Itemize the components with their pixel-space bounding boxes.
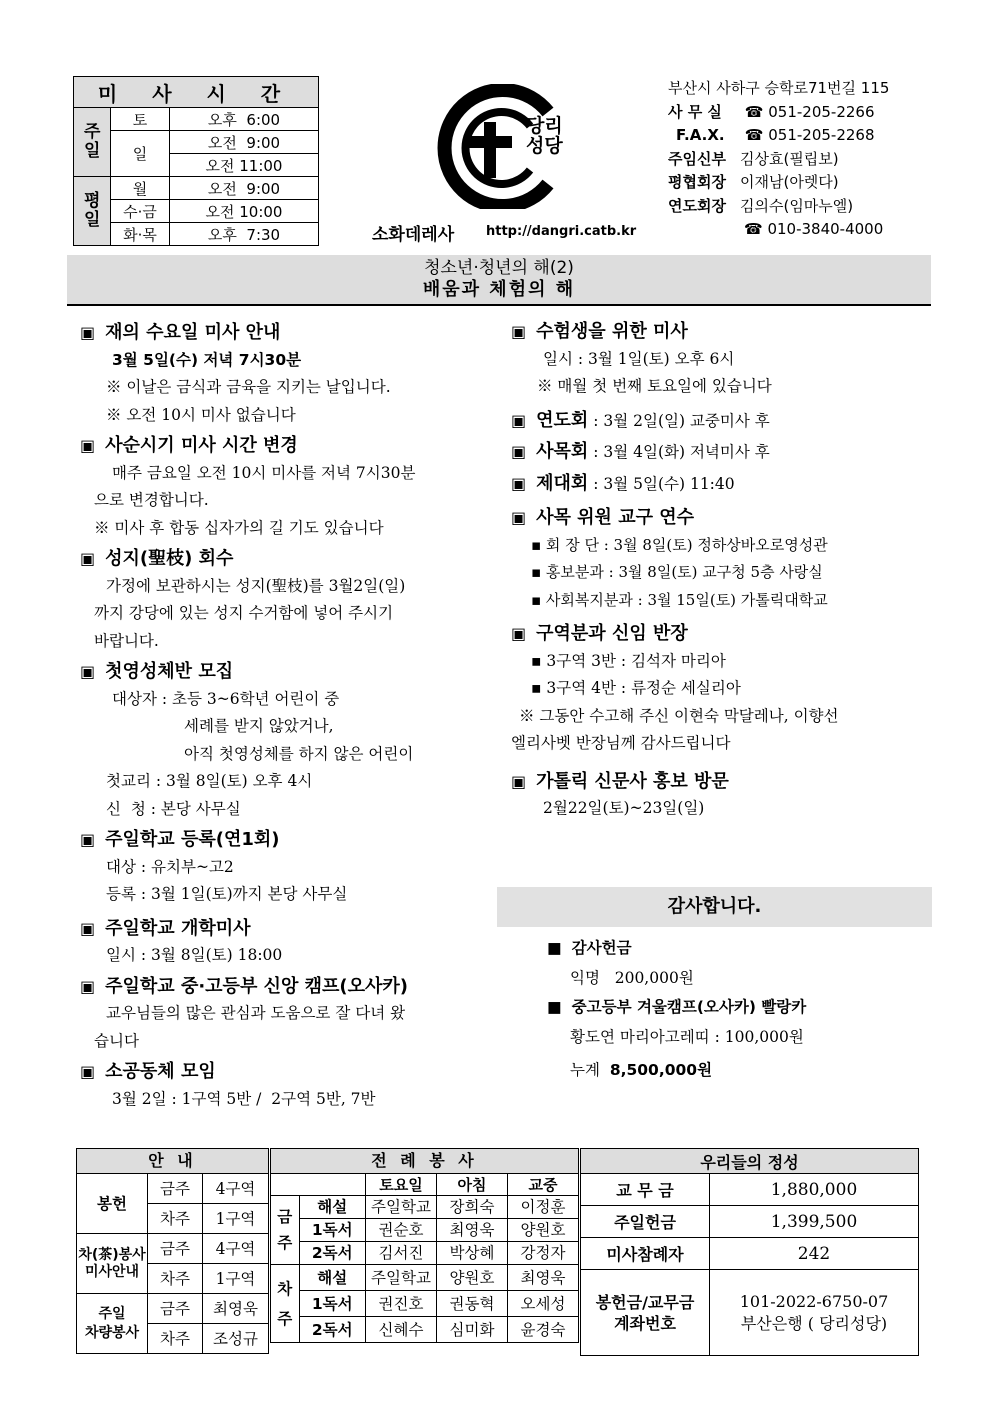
thanks-item: 중고등부 겨울캠프(오사카) 빨랑카 [571, 998, 807, 1016]
guide-group: 차(茶)봉사 미사안내 [77, 1234, 148, 1294]
guide-week: 금주 [148, 1174, 203, 1204]
guide-value: 4구역 [203, 1234, 269, 1264]
total-label: 누계 [570, 1061, 600, 1079]
text-line: 3월 2일 : 1구역 5반 / 2구역 5반, 7반 [112, 1089, 376, 1108]
guide-group: 봉헌 [77, 1174, 148, 1234]
section-heading: ▣ 성지(聖枝) 회수 [80, 548, 234, 569]
mass-time: 오전 9:00 [170, 131, 319, 154]
sunday-label: 주일 [74, 108, 111, 177]
logo-name-2: 성당 [526, 135, 563, 157]
pastor-name: 김상효(필립보) [740, 149, 839, 168]
thanks-title: 감사합니다. [497, 887, 932, 927]
text-line: ▪ 회 장 단 : 3월 8일(토) 정하상바오로영성관 [531, 535, 828, 554]
section-heading: ▣ 사목 위원 교구 연수 [511, 507, 695, 528]
liturgy-col: 아침 [437, 1174, 508, 1196]
bank-name: 부산은행 ( 당리성당) [740, 1313, 888, 1333]
account-info [710, 1270, 919, 1356]
liturgy-cell: 권진호 [366, 1291, 437, 1317]
guide-value: 4구역 [203, 1174, 269, 1204]
liturgy-cell: 김서진 [366, 1242, 437, 1265]
thanks-list [547, 934, 927, 1086]
offering-value: 1,880,000 [710, 1174, 919, 1206]
account-label: 봉헌금/교무금 계좌번호 [581, 1270, 710, 1356]
mass-time: 오후 6:00 [170, 108, 319, 131]
text-line: 세례를 받지 않았거나, [184, 717, 334, 735]
text-line: 일시 : 3월 1일(토) 오후 6시 [543, 349, 735, 368]
guide-value: 최영욱 [203, 1294, 269, 1324]
liturgy-cell: 주일학교 [366, 1265, 437, 1291]
liturgy-cell: 장희숙 [437, 1196, 508, 1219]
section-heading: ▣ 재의 수요일 미사 안내 [80, 322, 281, 343]
guide-week: 금주 [148, 1234, 203, 1264]
liturgy-role: 1독서 [299, 1291, 366, 1317]
banner-line-2: 배움과 체험의 해 [422, 279, 576, 300]
text-line: 습니다 [94, 1031, 139, 1050]
black-square-icon: ■ [547, 998, 562, 1016]
section-heading: ▣ 가톨릭 신문사 홍보 방문 [511, 770, 729, 792]
mass-time: 오전 11:00 [170, 154, 319, 177]
address: 부산시 사하구 승학로71번길 115 [668, 79, 890, 97]
guide-title: 안 내 [77, 1149, 269, 1174]
guide-week: 차주 [148, 1204, 203, 1234]
text-line: 엘리사벳 반장님께 감사드립니다 [511, 734, 731, 752]
right-column [511, 315, 931, 823]
legion-name: 김의수(임마누엘) [740, 196, 854, 215]
liturgy-cell: 최영욱 [437, 1219, 508, 1242]
square-bullet-icon: ▣ [511, 442, 527, 461]
section-heading: ▣ 사목회 : 3월 4일(화) 저녁미사 후 [511, 441, 770, 462]
square-bullet-icon: ▣ [511, 410, 527, 430]
offering-label: 교 무 금 [581, 1174, 710, 1206]
liturgy-cell: 양원호 [437, 1265, 508, 1291]
guide-table [76, 1148, 269, 1354]
thanks-detail: 익명 200,000원 [570, 968, 694, 987]
section-heading: ▣ 소공동체 모임 [80, 1061, 216, 1082]
guide-group: 주일 차량봉사 [77, 1294, 148, 1354]
liturgy-cell: 최영욱 [508, 1265, 579, 1291]
guide-value: 조성규 [203, 1324, 269, 1354]
liturgy-role: 해설 [299, 1265, 366, 1291]
mass-time: 오전 10:00 [170, 200, 319, 223]
square-bullet-icon: ▣ [511, 624, 527, 643]
mass-time: 오후 7:30 [170, 223, 319, 246]
text-line: 교우님들의 많은 관심과 도움으로 잘 다녀 왔 [106, 1004, 406, 1022]
square-bullet-icon: ▣ [511, 771, 527, 791]
liturgy-cell: 윤경숙 [508, 1317, 579, 1343]
mass-day: 월 [111, 177, 170, 200]
pastor-label: 주임신부 [668, 149, 726, 168]
liturgy-col: 교중 [508, 1174, 579, 1196]
square-bullet-icon: ▣ [80, 976, 96, 996]
text-line: ▪ 3구역 3반 : 김석자 마리아 [531, 651, 726, 670]
liturgy-role: 2독서 [299, 1242, 366, 1265]
guide-value: 1구역 [203, 1204, 269, 1234]
logo-name-1: 당리 [526, 115, 563, 137]
text-line: 바랍니다. [94, 631, 159, 650]
liturgy-week: 금 주 [271, 1196, 300, 1265]
text-line: 아직 첫영성체를 하지 않은 어린이 [184, 744, 414, 763]
offering-label: 주일헌금 [581, 1206, 710, 1238]
text-line: 신 청 : 본당 사무실 [106, 799, 241, 818]
text-line: 등록 : 3월 1일(토)까지 본당 사무실 [106, 885, 348, 903]
section-heading: ▣ 제대회 : 3월 5일(수) 11:40 [511, 472, 735, 494]
text-line: ※ 미사 후 합동 십자가의 길 기도 있습니다 [94, 518, 384, 537]
text-line: 첫교리 : 3월 8일(토) 오후 4시 [106, 772, 313, 790]
text-line: 대상자 : 초등 3~6학년 어린이 중 [112, 689, 340, 708]
section-heading: ▣ 사순시기 미사 시간 변경 [80, 435, 298, 456]
liturgy-cell: 주일학교 [366, 1196, 437, 1219]
liturgy-title: 전 례 봉 사 [271, 1149, 579, 1174]
liturgy-cell: 권동혁 [437, 1291, 508, 1317]
liturgy-cell: 강정자 [508, 1242, 579, 1265]
text-line: 까지 강당에 있는 성지 수거함에 넣어 주시기 [94, 604, 394, 622]
guide-value: 1구역 [203, 1264, 269, 1294]
offering-value: 242 [710, 1238, 919, 1270]
council-label: 평협회장 [668, 173, 726, 191]
banner-line-1: 청소년·청년의 해(2) [424, 258, 574, 278]
guide-week: 차주 [148, 1324, 203, 1354]
square-bullet-icon: ▣ [511, 473, 527, 493]
text-line: ※ 이날은 금식과 금육을 지키는 날입니다. [106, 378, 391, 396]
text-line: ※ 그동안 수고해 주신 이현숙 막달레나, 이향선 [519, 706, 839, 725]
office-phone: ☎ 051-205-2266 [744, 102, 875, 121]
square-bullet-icon: ▣ [80, 1062, 96, 1081]
liturgy-role: 2독서 [299, 1317, 366, 1343]
liturgy-cell: 심미화 [437, 1317, 508, 1343]
offering-value: 1,399,500 [710, 1206, 919, 1238]
text-line: ▪ 홍보분과 : 3월 8일(토) 교구청 5층 사랑실 [531, 563, 823, 581]
parish-url[interactable]: http://dangri.catb.kr [486, 224, 637, 239]
text-line: 대상 : 유치부~고2 [106, 857, 234, 876]
council-name: 이재남(아렛다) [740, 173, 839, 191]
section-heading: ▣ 주일학교 중·고등부 신앙 캠프(오사카) [80, 975, 409, 997]
mass-day: 화·목 [111, 223, 170, 246]
guide-week: 금주 [148, 1294, 203, 1324]
section-heading: ▣ 수험생을 위한 미사 [511, 321, 688, 342]
square-bullet-icon: ▣ [80, 830, 96, 849]
liturgy-cell: 신혜수 [366, 1317, 437, 1343]
black-square-icon: ■ [547, 939, 562, 957]
offering-table [580, 1148, 919, 1356]
weekday-label: 평일 [74, 177, 111, 246]
account-number: 101-2022-6750-07 [739, 1291, 889, 1311]
liturgy-table [270, 1148, 579, 1343]
section-heading: ▣ 구역분과 신임 반장 [511, 623, 688, 644]
section-heading: ▣ 주일학교 개학미사 [80, 917, 251, 939]
parish-logo [430, 84, 570, 209]
liturgy-col: 토요일 [366, 1174, 437, 1196]
patron-name: 소화데레사 [372, 225, 455, 245]
liturgy-cell: 박상혜 [437, 1242, 508, 1265]
square-bullet-icon: ▣ [80, 918, 96, 938]
total-value: 8,500,000원 [609, 1061, 713, 1079]
liturgy-cell: 오세성 [508, 1291, 579, 1317]
liturgy-cell: 이정훈 [508, 1196, 579, 1219]
mass-time: 오전 9:00 [170, 177, 319, 200]
thanks-item: 감사헌금 [571, 939, 632, 957]
text-line: 가정에 보관하시는 성지(聖枝)를 3월2일(일) [106, 576, 406, 595]
liturgy-role: 1독서 [299, 1219, 366, 1242]
text-line: ▪ 사회복지분과 : 3월 15일(토) 가톨릭대학교 [531, 590, 828, 609]
thanks-detail: 황도연 마리아고레띠 : 100,000원 [570, 1027, 804, 1046]
liturgy-cell: 권순호 [366, 1219, 437, 1242]
liturgy-cell: 양원호 [508, 1219, 579, 1242]
text-line: 3월 5일(수) 저녁 7시30분 [112, 350, 302, 369]
square-bullet-icon: ▣ [511, 322, 527, 341]
mass-day: 토 [111, 108, 170, 131]
text-line: 일시 : 3월 8일(토) 18:00 [106, 946, 283, 964]
mass-day: 수·금 [111, 200, 170, 223]
legion-label: 연도회장 [668, 196, 726, 215]
text-line: 매주 금요일 오전 10시 미사를 저녁 7시30분 [112, 463, 416, 482]
mass-times-table [73, 76, 319, 246]
mass-times-title: 미 사 시 간 [74, 77, 319, 108]
square-bullet-icon: ▣ [80, 549, 96, 568]
fax-label: F.A.X. [676, 126, 725, 144]
square-bullet-icon: ▣ [80, 323, 96, 342]
mass-day: 일 [111, 131, 170, 177]
liturgy-role: 해설 [299, 1196, 366, 1219]
text-line: 2월22일(토)~23일(일) [543, 799, 705, 817]
section-heading: ▣ 주일학교 등록(연1회) [80, 829, 280, 850]
office-label: 사 무 실 [668, 102, 722, 121]
liturgy-week: 차 주 [271, 1265, 300, 1343]
square-bullet-icon: ▣ [80, 662, 96, 681]
text-line: ※ 오전 10시 미사 없습니다 [106, 405, 296, 424]
offering-label: 미사참례자 [581, 1238, 710, 1270]
square-bullet-icon: ▣ [80, 436, 96, 455]
legion-phone: ☎ 010-3840-4000 [744, 220, 884, 238]
text-line: ※ 매월 첫 번째 토요일에 있습니다 [537, 377, 772, 395]
contact-block [668, 77, 938, 242]
text-line: ▪ 3구역 4반 : 류정순 세실리아 [531, 679, 741, 697]
fax-phone: ☎ 051-205-2268 [744, 126, 875, 144]
left-column [80, 316, 490, 1113]
year-theme-banner [67, 255, 931, 306]
square-bullet-icon: ▣ [511, 508, 527, 527]
text-line: 으로 변경합니다. [94, 491, 209, 509]
section-heading: ▣ 연도회 : 3월 2일(일) 교중미사 후 [511, 409, 770, 431]
guide-week: 차주 [148, 1264, 203, 1294]
offering-title: 우리들의 정성 [581, 1149, 919, 1174]
section-heading: ▣ 첫영성체반 모집 [80, 661, 234, 682]
